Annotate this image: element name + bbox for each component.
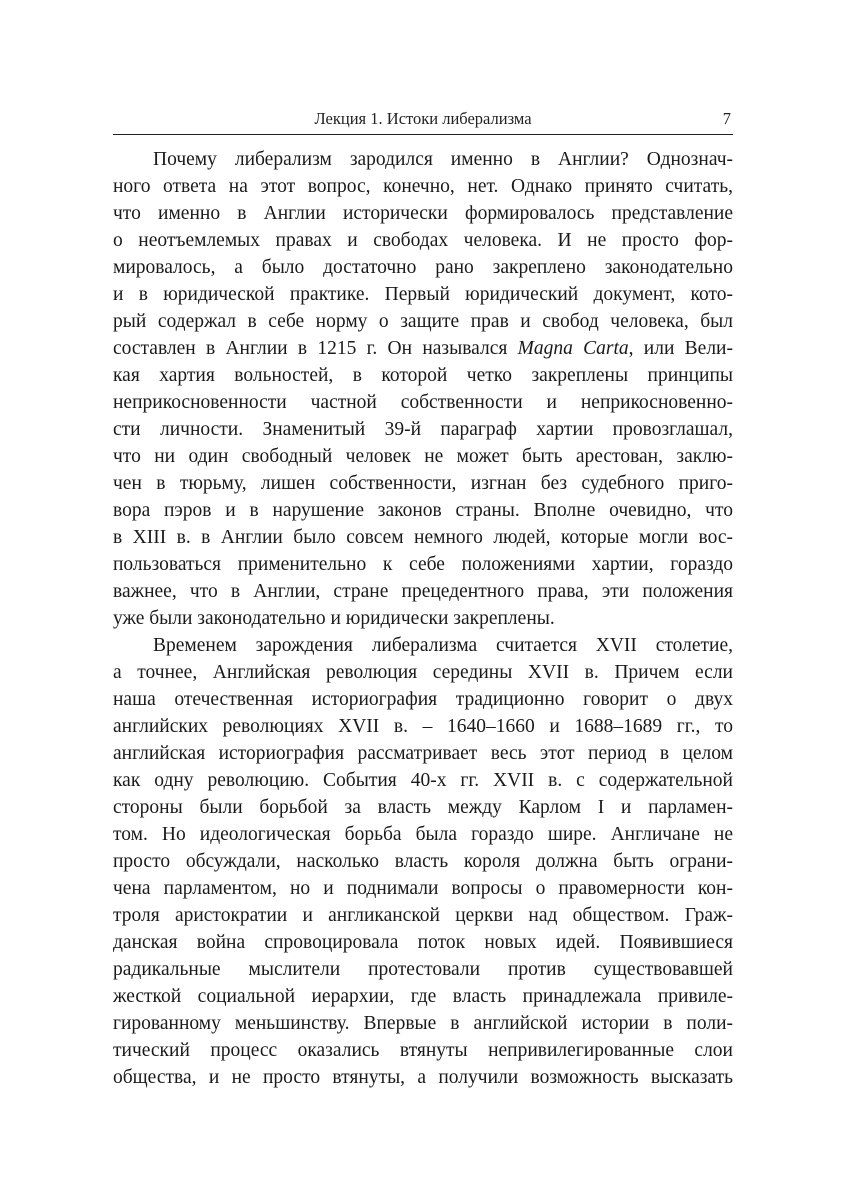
text-line: стороны были борьбой за власть между Карлом I и парламен- [113, 797, 733, 818]
text-line: просто обсуждали, насколько власть короля должна быть ограни- [113, 851, 733, 872]
text-line: мировалось, а было достаточно рано закреплено законодательно [113, 257, 733, 278]
text-line: данская война спровоцировала поток новых идей. Появившиеся [113, 932, 733, 953]
text-line: рый содержал в себе норму о защите прав и свобод человека, был [113, 311, 733, 332]
text-line: неприкосновенности частной собственности и неприкосновенно- [113, 392, 733, 413]
text-line: вора пэров и в нарушение законов страны. Вполне очевидно, что [113, 500, 733, 521]
text-line: сти личности. Знаменитый 39-й параграф хартии провозглашал, [113, 419, 733, 440]
text-line: и в юридической практике. Первый юридический документ, кото- [113, 284, 733, 305]
chapter-title: Лекция 1. Истоки либерализма [314, 109, 532, 128]
text-line: что ни один свободный человек не может быть арестован, заклю- [113, 446, 733, 467]
text-line: английская историография рассматривает весь этот период в целом [113, 743, 733, 764]
text-line: Почему либерализм зародился именно в Англии? Однознач- [153, 149, 733, 170]
text-line: о неотъемлемых правах и свободах человека. И не просто фор- [113, 230, 733, 251]
text-line: как одну революцию. События 40-х гг. XVII в. с содержательной [113, 770, 733, 791]
text-line: чена парламентом, но и поднимали вопросы о правомерности кон- [113, 878, 733, 899]
text-line: тический процесс оказались втянуты непривилегированные слои [113, 1040, 733, 1061]
italic-term: Magna Carta [517, 338, 629, 359]
text-line: том. Но идеологическая борьба была гораздо шире. Англичане не [113, 824, 733, 845]
text-line: кая хартия вольностей, в которой четко закреплены принципы [113, 365, 733, 386]
text-line: уже были законодательно и юридически закреплены. [113, 608, 555, 629]
text-line: чен в тюрьму, лишен собственности, изгнан без судебного приго- [113, 473, 733, 494]
text-line: троля аристократии и англиканской церкви над обществом. Граж- [113, 905, 733, 926]
text-line: в XIII в. в Англии было совсем немного людей, которые могли вос- [113, 527, 733, 548]
paragraph [113, 146, 733, 632]
text-run: , или Вели- [628, 338, 733, 359]
text-line: важнее, что в Англии, стране прецедентного права, эти положения [113, 581, 733, 602]
text-line: что именно в Англии исторически формировалось представление [113, 203, 733, 224]
text-line: Временем зарождения либерализма считается XVII столетие, [153, 635, 733, 656]
running-header [113, 108, 733, 135]
text-line: ного ответа на этот вопрос, конечно, нет. Однако принято считать, [113, 176, 733, 197]
body-text [113, 146, 733, 1091]
text-line: наша отечественная историография традиционно говорит о двух [113, 689, 733, 710]
text-line: пользоваться применительно к себе положениями хартии, гораздо [113, 554, 733, 575]
text-line: английских революциях XVII в. – 1640–1660 и 1688–1689 гг., то [113, 716, 733, 737]
text-line [113, 335, 733, 362]
text-line: радикальные мыслители протестовали против существовавшей [113, 959, 733, 980]
text-line: общества, и не просто втянуты, а получили возможность высказать [113, 1067, 733, 1088]
text-line: а точнее, Английская революция середины XVII в. Причем если [113, 662, 733, 683]
text-line: гированному меньшинству. Впервые в английской истории в поли- [113, 1013, 733, 1034]
text-line: жесткой социальной иерархии, где власть принадлежала привиле- [113, 986, 733, 1007]
page-number: 7 [722, 109, 731, 128]
text-run: составлен в Англии в 1215 г. Он назывался [113, 338, 518, 359]
paragraph [113, 632, 733, 1091]
